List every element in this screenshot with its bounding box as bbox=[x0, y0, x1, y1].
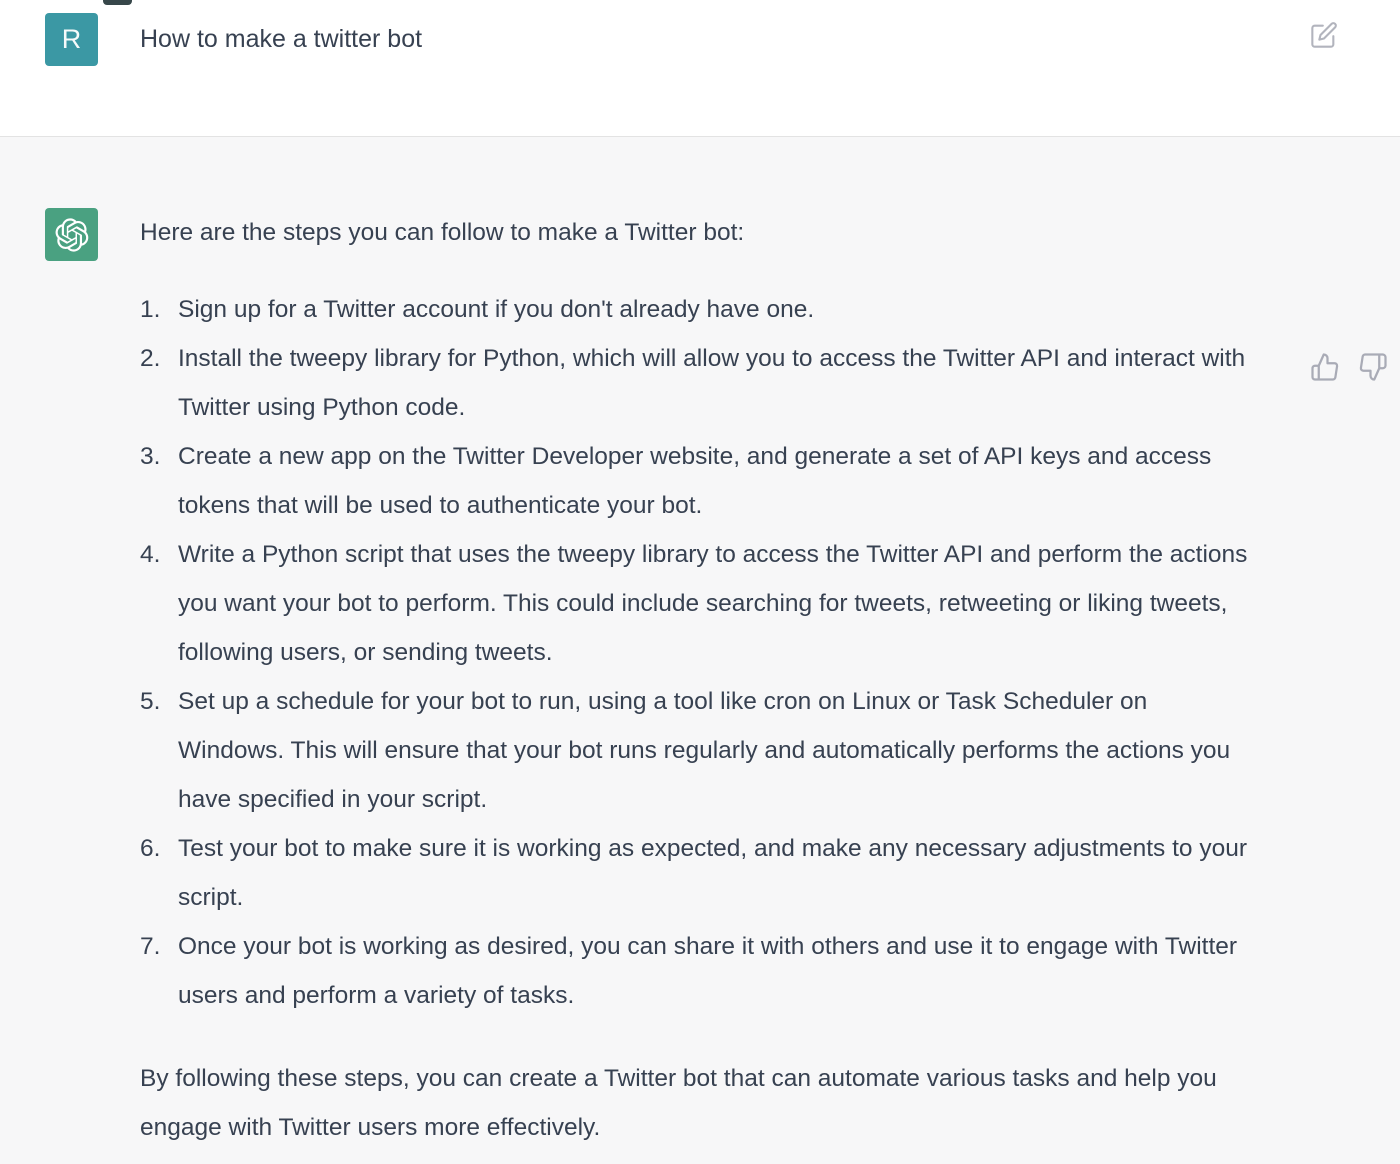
list-item-text: Install the tweepy library for Python, which will allow you to access the Twitter API and interact with Twitter using Python code. bbox=[178, 345, 1246, 421]
list-item bbox=[140, 334, 1250, 432]
assistant-intro-text: Here are the steps you can follow to make a Twitter bot: bbox=[140, 219, 745, 246]
list-item-number: 6. bbox=[140, 835, 161, 862]
user-avatar-letter: R bbox=[61, 24, 82, 54]
feedback-controls bbox=[1310, 352, 1388, 382]
assistant-message-content bbox=[140, 208, 1250, 1152]
list-item-number: 5. bbox=[140, 688, 161, 715]
list-item-text: Create a new app on the Twitter Developer website, and generate a set of API keys and access tokens that will be used to authenticate your bot. bbox=[178, 443, 1212, 519]
user-message-content bbox=[140, 13, 1140, 66]
list-item-number: 4. bbox=[140, 541, 161, 568]
user-avatar bbox=[45, 13, 98, 66]
list-item bbox=[140, 824, 1250, 922]
list-item-text: Once your bot is working as desired, you can share it with others and use it to engage with Twitter users and perform a variety of tasks. bbox=[178, 933, 1238, 1009]
openai-logo-icon bbox=[55, 218, 89, 252]
list-item-text: Write a Python script that uses the tweepy library to access the Twitter API and perform the actions you want your bot to perform. This could include searching for tweets, retweeting or liking tweets, following users, or sending tweets. bbox=[178, 541, 1248, 666]
pencil-square-icon bbox=[1310, 21, 1338, 49]
list-item-number: 3. bbox=[140, 443, 161, 470]
cropped-element-fragment bbox=[103, 0, 132, 5]
list-item bbox=[140, 922, 1250, 1020]
assistant-message-row bbox=[0, 137, 1400, 1164]
list-item-number: 7. bbox=[140, 933, 161, 960]
user-message-row bbox=[0, 0, 1400, 137]
list-item bbox=[140, 285, 1250, 334]
list-item-number: 2. bbox=[140, 345, 161, 372]
list-item-text: Set up a schedule for your bot to run, using a tool like cron on Linux or Task Scheduler on Windows. This will ensure that your bot runs regularly and automatically performs the actions you have specified in your script. bbox=[178, 688, 1231, 813]
list-item bbox=[140, 530, 1250, 677]
list-item-text: Sign up for a Twitter account if you don't already have one. bbox=[178, 296, 815, 323]
list-item-text: Test your bot to make sure it is working as expected, and make any necessary adjustments to your script. bbox=[178, 835, 1247, 911]
assistant-avatar bbox=[45, 208, 98, 261]
list-item-number: 1. bbox=[140, 296, 161, 323]
list-item bbox=[140, 432, 1250, 530]
steps-list bbox=[140, 285, 1250, 1020]
thumbs-up-icon bbox=[1310, 352, 1340, 382]
user-message-text: How to make a twitter bot bbox=[140, 25, 423, 53]
assistant-outro-text: By following these steps, you can create a Twitter bot that can automate various tasks and help you engage with Twitter users more effectively. bbox=[140, 1065, 1217, 1141]
list-item bbox=[140, 677, 1250, 824]
thumbs-up-button[interactable] bbox=[1310, 352, 1340, 382]
thumbs-down-icon bbox=[1358, 352, 1388, 382]
thumbs-down-button[interactable] bbox=[1358, 352, 1388, 382]
edit-message-button[interactable] bbox=[1310, 21, 1338, 49]
